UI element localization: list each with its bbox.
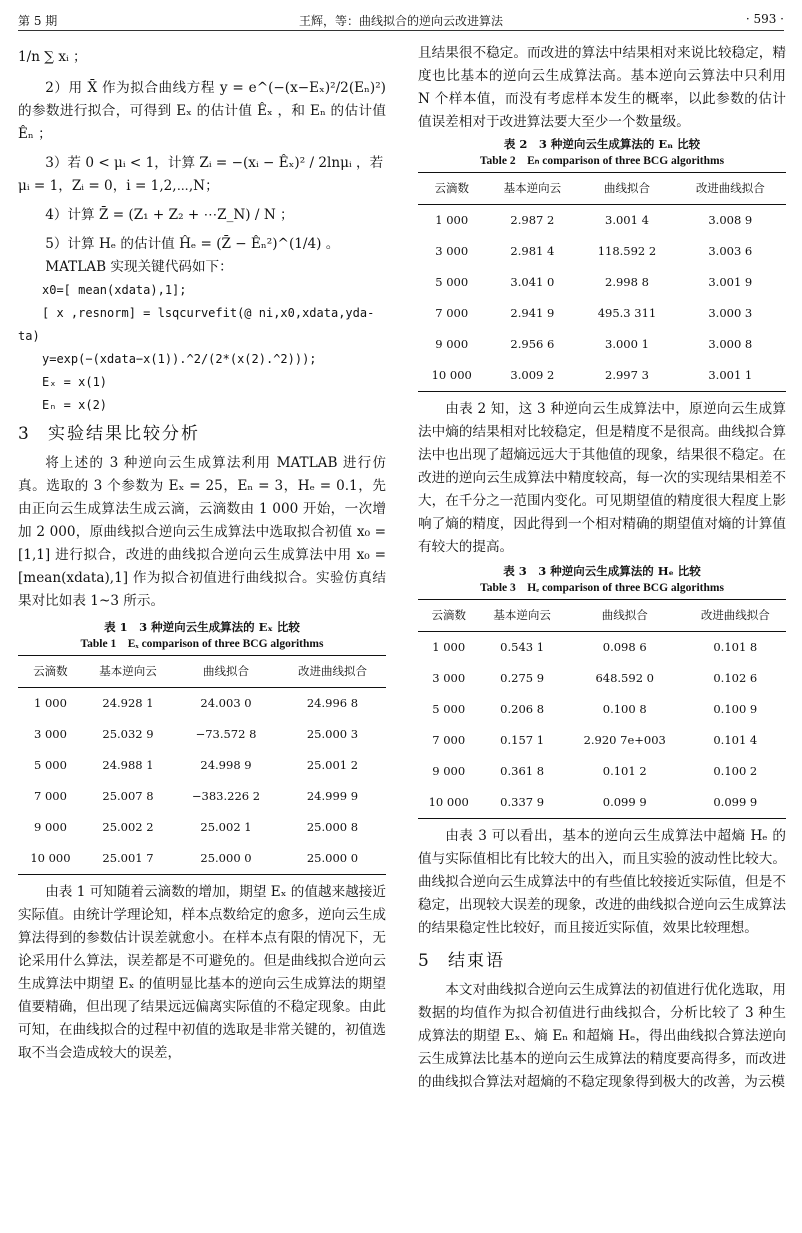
page-header xyxy=(18,8,784,31)
table-cell: 0.098 6 xyxy=(602,640,647,654)
table-cell: 10 000 xyxy=(18,843,83,875)
table-cell: 0.361 8 xyxy=(500,764,545,778)
table-cell: 648.592 0 xyxy=(595,671,654,685)
table-row xyxy=(418,632,786,664)
section-3-heading xyxy=(18,423,386,446)
table-row xyxy=(18,688,386,720)
running-title: 王辉，等：曲线拟合的逆向云改进算法 xyxy=(298,14,503,28)
table-cell: 25.000 0 xyxy=(173,843,279,875)
step-4: 4）计算 Z̄ = (Z₁ + Z₂ + ⋯Z_N) / N ； xyxy=(45,207,294,223)
table-cell: 25.000 0 xyxy=(279,843,386,875)
left-column xyxy=(18,42,386,1065)
table-cell: 495.3 311 xyxy=(597,306,657,320)
section-3-title: 实验结果比较分析 xyxy=(48,424,200,444)
table-cell: 118.592 2 xyxy=(597,244,657,258)
table-header-cell: 改进曲线拟合 xyxy=(279,656,386,688)
table-cell: 2.981 4 xyxy=(510,244,555,258)
table-row xyxy=(418,694,786,725)
table-row xyxy=(418,236,786,267)
issue-number: 第 5 期 xyxy=(18,14,58,28)
table-row xyxy=(18,812,386,843)
table-cell: 3.001 1 xyxy=(675,360,786,392)
table-cell: 10 000 xyxy=(418,360,485,392)
step-3b: μᵢ = 1，Zᵢ = 0，i = 1,2,⋯,N； xyxy=(18,178,219,194)
table-cell: 3.000 1 xyxy=(605,337,649,351)
table-cell: 9 000 xyxy=(432,764,466,778)
conclusion-paragraph: 本文对曲线拟合逆向云生成算法的初值进行优化选取，用数据的均值作为拟合初值进行曲线拟合，分析比较了 3 种生成算法的期望 Eₓ、熵 Eₙ 和超熵 Hₑ，得出曲线拟合算法逆向云生成算法比基本的逆向云生成算法的精度要高得多，而改进的曲线拟合算法对超熵的不稳定现象得到极大的改善，为云模 xyxy=(418,982,786,1090)
table-cell: 25.000 3 xyxy=(306,727,359,741)
table-cell: 24.996 8 xyxy=(306,696,359,710)
table-1-body xyxy=(18,688,386,875)
table-row xyxy=(418,360,786,392)
section-5-heading xyxy=(418,950,786,973)
table-2-header-row xyxy=(418,173,786,205)
table-cell: 2.956 6 xyxy=(510,337,555,351)
table-cell: 7 000 xyxy=(432,733,466,747)
table-2-analysis: 由表 2 知，这 3 种逆向云生成算法中，原逆向云生成算法中熵的结果相对比较稳定，但是精度不是很高。曲线拟合算法中也出现了超熵远远大于其他值的现象，结果很不稳定。在改进的逆向云生成算法中精度较高，每一次的实现结果相差不大，在千分之一范围内变化。可见期望值的精度很大程度上影响了熵的精度，因此得到一个相对精确的期望值对熵的计算值有较大的提高。 xyxy=(418,401,786,555)
table-row xyxy=(418,756,786,787)
table-cell: −383.226 2 xyxy=(191,789,261,803)
code-line-2-cont: ta) xyxy=(18,329,40,343)
experiment-paragraph: 将上述的 3 种逆向云生成算法利用 MATLAB 进行仿真。选取的 3 个参数为 Eₓ = 25，Eₙ = 3，Hₑ = 0.1，先由正向云生成算法生成云滴，云滴数由 1 000 开始，一次增加 2 000，原曲线拟合逆向云生成算法中选取拟合初值 x₀ = [1,1] 进行拟合，改进的曲线拟合逆向云生成算法中用 x₀ = [mean(xdata),1] 作为拟合初值进行曲线拟合。实验仿真结果对比如表 1~3 所示。 xyxy=(18,455,386,609)
table-cell: 0.206 8 xyxy=(500,702,545,716)
table-cell: 0.275 9 xyxy=(500,671,545,685)
table-cell: 5 000 xyxy=(432,702,466,716)
table-cell: 25.001 7 xyxy=(83,843,173,875)
table-3-header-row xyxy=(418,600,786,632)
table-cell: 0.100 9 xyxy=(713,702,758,716)
table-cell: 3 000 xyxy=(432,671,466,685)
table-cell: 0.157 1 xyxy=(500,733,545,747)
table-cell: 25.001 2 xyxy=(306,758,359,772)
table-header-cell: 曲线拟合 xyxy=(173,656,279,688)
table-3-caption-cn: 表 3 3 种逆向云生成算法的 Hₑ 比较 xyxy=(503,564,701,578)
table-cell: 5 000 xyxy=(33,758,67,772)
table-cell: 1 000 xyxy=(432,640,466,654)
table-cell: 0.101 4 xyxy=(713,733,758,747)
table-cell: 24.928 1 xyxy=(102,696,154,710)
table-header-cell: 曲线拟合 xyxy=(565,600,685,632)
table-cell: 3 000 xyxy=(33,727,67,741)
table-row xyxy=(418,725,786,756)
table-cell: 3.008 9 xyxy=(708,213,753,227)
table-header-cell: 云滴数 xyxy=(18,656,83,688)
table-cell: 0.099 9 xyxy=(565,787,685,819)
table-header-cell: 基本逆向云 xyxy=(83,656,173,688)
table-cell: 0.100 8 xyxy=(602,702,647,716)
table-3-analysis: 由表 3 可以看出，基本的逆向云生成算法中超熵 Hₑ 的值与实际值相比有比较大的出入，而且实验的波动性比较大。曲线拟合逆向云生成算法中的有些值比较接近实际值，但是不稳定，出现较大误差的现象，改进的曲线拟合逆向云生成算法的结果稳定性比较好，而且接近实际值，效果比较理想。 xyxy=(418,828,786,936)
continued-paragraph: 且结果很不稳定。而改进的算法中结果相对来说比较稳定，精度也比基本的逆向云生成算法高。基本逆向云算法中只利用 N 个样本值，而没有考虑样本发生的概率，以此参数的估计值误差相对于改进算法要大至少一个数量级。 xyxy=(418,45,786,130)
table-header-cell: 云滴数 xyxy=(418,173,485,205)
code-line-3: y=exp(−(xdata−x(1)).^2/(2*(x(2).^2))); xyxy=(42,352,317,366)
page-number: · 593 · xyxy=(745,12,784,26)
table-cell: 25.002 2 xyxy=(102,820,154,834)
table-cell: 0.543 1 xyxy=(500,640,545,654)
code-line-2: [ x ,resnorm] = lsqcurvefit(@ ni,x0,xdata,yda- xyxy=(42,306,375,320)
table-cell: 2.998 8 xyxy=(605,275,649,289)
table-cell: 0.101 8 xyxy=(713,640,758,654)
table-cell: 2.987 2 xyxy=(510,213,555,227)
table-cell: 1 000 xyxy=(435,213,469,227)
table-cell: 2.920 7e+003 xyxy=(583,733,666,747)
step-5: 5）计算 Hₑ 的估计值 Ĥₑ = (Z̄ − Êₙ²)^(1/4) 。 xyxy=(45,236,340,252)
step-2: 2）用 X̄ 作为拟合曲线方程 y = e^(−(x−Eₓ)²/2(Eₙ)²) 的参数进行拟合，可得到 Eₓ 的估计值 Êₓ ，和 Eₙ 的估计值 Êₙ ； xyxy=(18,80,386,142)
table-cell: 9 000 xyxy=(435,337,469,351)
table-cell: 3.003 6 xyxy=(708,244,753,258)
table-row xyxy=(418,267,786,298)
table-row xyxy=(18,750,386,781)
table-1-header-row xyxy=(18,656,386,688)
table-2-caption-en: Table 2 Eₙ comparison of three BCG algorithms xyxy=(479,155,725,167)
table-cell: 7 000 xyxy=(33,789,67,803)
code-line-5: Eₙ = x(2) xyxy=(42,398,108,412)
section-5-number: 5 xyxy=(418,951,431,971)
table-cell: 25.000 8 xyxy=(306,820,359,834)
table-cell: −73.572 8 xyxy=(195,727,257,741)
table-row xyxy=(18,781,386,812)
table-header-cell: 基本逆向云 xyxy=(479,600,564,632)
table-3-body xyxy=(418,632,786,819)
table-cell: 0.101 2 xyxy=(602,764,647,778)
table-cell: 0.102 6 xyxy=(713,671,758,685)
table-2-body xyxy=(418,205,786,392)
table-cell: 10 000 xyxy=(418,787,479,819)
right-column xyxy=(418,42,786,1094)
table-3 xyxy=(418,599,786,819)
section-3-number: 3 xyxy=(18,424,31,444)
table-cell: 24.988 1 xyxy=(102,758,154,772)
table-cell: 3.001 9 xyxy=(708,275,753,289)
table-header-cell: 基本逆向云 xyxy=(485,173,579,205)
table-row xyxy=(418,329,786,360)
table-2-caption-cn: 表 2 3 种逆向云生成算法的 Eₙ 比较 xyxy=(503,137,701,151)
table-header-cell: 云滴数 xyxy=(418,600,479,632)
table-cell: 3 000 xyxy=(435,244,469,258)
table-cell: 24.003 0 xyxy=(200,696,252,710)
table-cell: 25.032 9 xyxy=(102,727,154,741)
table-row xyxy=(418,205,786,237)
table-2 xyxy=(418,172,786,392)
table-cell: 7 000 xyxy=(435,306,469,320)
table-row xyxy=(18,843,386,875)
table-cell: 0.099 9 xyxy=(685,787,786,819)
table-cell: 2.941 9 xyxy=(510,306,555,320)
table-1-caption-cn: 表 1 3 种逆向云生成算法的 Eₓ 比较 xyxy=(104,620,300,634)
table-cell: 25.007 8 xyxy=(102,789,154,803)
table-cell: 24.998 9 xyxy=(200,758,252,772)
table-row xyxy=(418,787,786,819)
table-header-cell: 改进曲线拟合 xyxy=(675,173,786,205)
table-1 xyxy=(18,655,386,875)
table-cell: 25.002 1 xyxy=(200,820,252,834)
table-cell: 3.000 8 xyxy=(708,337,753,351)
table-cell: 9 000 xyxy=(33,820,67,834)
table-cell: 0.100 2 xyxy=(713,764,758,778)
table-1-caption-en: Table 1 Eₓ comparison of three BCG algorithms xyxy=(80,638,324,650)
table-header-cell: 曲线拟合 xyxy=(579,173,674,205)
table-cell: 5 000 xyxy=(435,275,469,289)
table-cell: 24.999 9 xyxy=(306,789,359,803)
table-cell: 2.997 3 xyxy=(579,360,674,392)
table-cell: 3.041 0 xyxy=(510,275,555,289)
table-cell: 0.337 9 xyxy=(479,787,564,819)
step-3a: 3）若 0 < μᵢ < 1，计算 Zᵢ = −(xᵢ − Êₓ)² / 2lnμᵢ ，若 xyxy=(45,155,384,171)
table-header-cell: 改进曲线拟合 xyxy=(685,600,786,632)
table-cell: 3.009 2 xyxy=(485,360,579,392)
code-intro: MATLAB 实现关键代码如下： xyxy=(45,259,233,275)
table-cell: 1 000 xyxy=(33,696,67,710)
table-row xyxy=(418,663,786,694)
section-5-title: 结束语 xyxy=(448,951,505,971)
formula-mean: 1/n ∑ xᵢ ； xyxy=(18,49,87,65)
table-cell: 3.001 4 xyxy=(605,213,649,227)
code-line-4: Eₓ = x(1) xyxy=(42,375,108,389)
table-1-analysis: 由表 1 可知随着云滴数的增加，期望 Eₓ 的值越来越接近实际值。由统计学理论知，样本点数给定的愈多，逆向云生成算法得到的参数估计误差就愈小。在样本点有限的情况下，无论采用什么算法，误差都是不可避免的。但是曲线拟合逆向云生成算法中期望 Eₓ 的值明显比基本的逆向云生成算法的期望值要精确，但出现了结果远远偏离实际值的不稳定现象。由此可知，在曲线拟合的过程中初值的选取是非常关键的，初值选取不当会造成较大的误差， xyxy=(18,884,386,1061)
table-row xyxy=(18,719,386,750)
table-cell: 3.000 3 xyxy=(708,306,753,320)
table-3-caption-en: Table 3 Hₑ comparison of three BCG algorithms xyxy=(480,582,724,594)
table-row xyxy=(418,298,786,329)
code-line-1: x0=[ mean(xdata),1]; xyxy=(42,283,187,297)
